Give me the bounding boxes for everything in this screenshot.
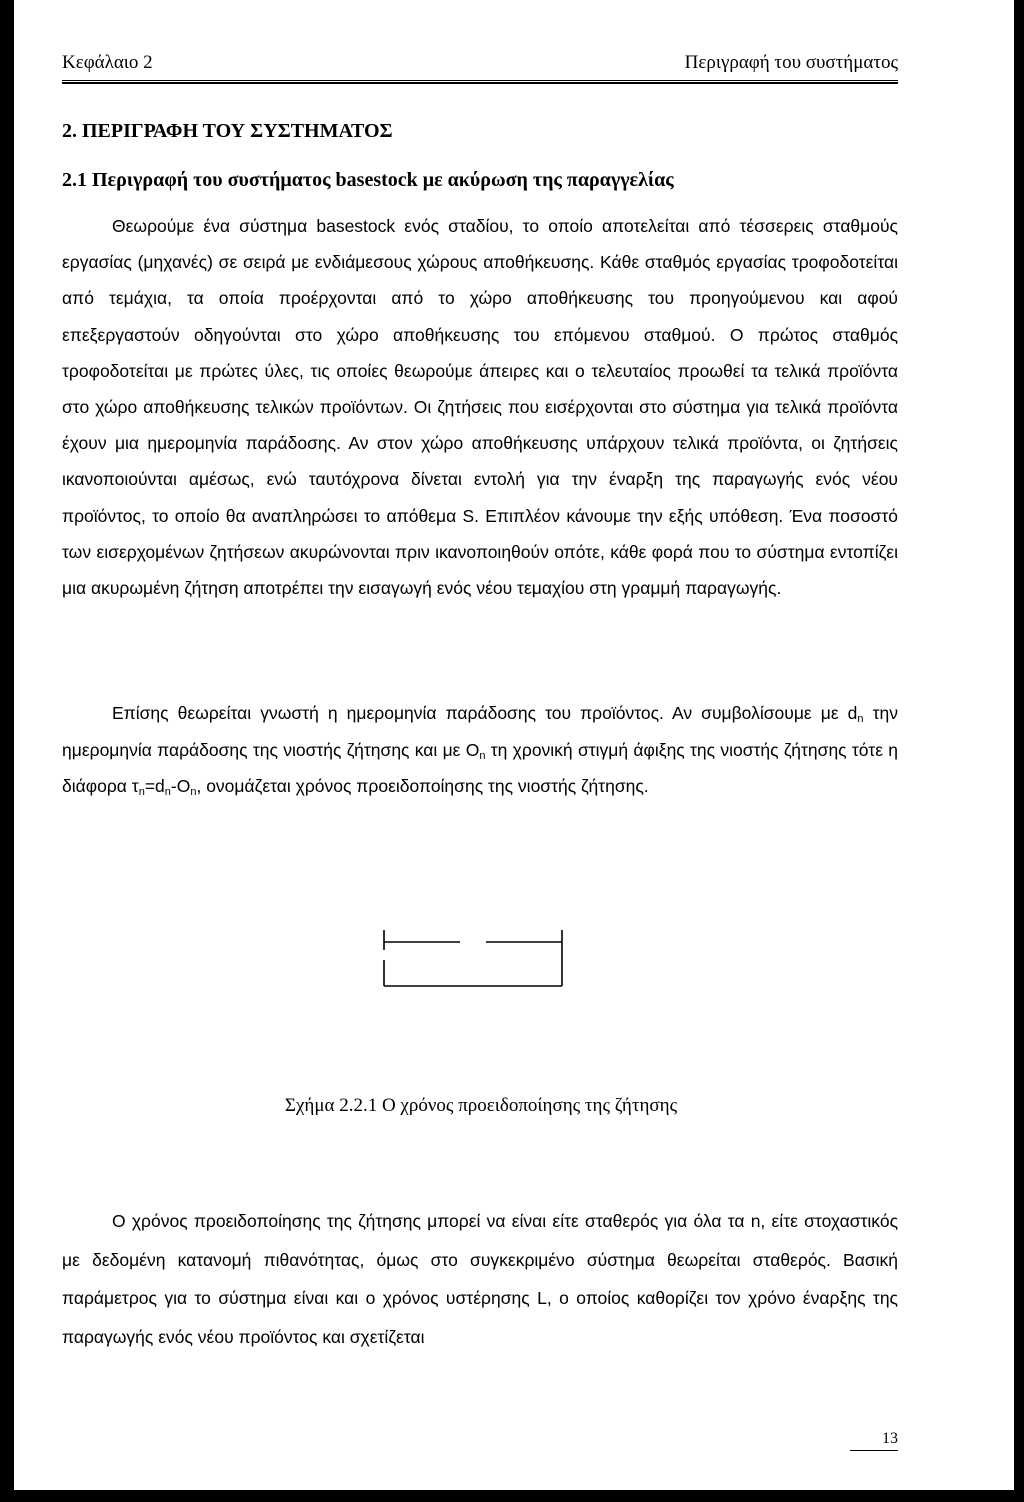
header-rule xyxy=(62,80,898,84)
header-chapter: Κεφάλαιο 2 xyxy=(62,52,153,73)
paragraph-3: Ο χρόνος προειδοποίησης της ζήτησης μπορεί να είναι είτε σταθερός για όλα τα n, είτε στοχαστικός με δεδομένη κατανομή πιθανότητας, όμως στο συγκεκριμένο σύστημα θεωρείται σταθερός. Βασική παράμετρος για το σύστημα είναι και ο χρόνος υστέρησης L, ο οποίος καθορίζει τον χρόνο έναρξης της παραγωγής ενός νέου προϊόντος και σχετίζεται xyxy=(62,1211,898,1347)
page-number: 13 xyxy=(882,1430,898,1447)
page-number-rule xyxy=(850,1450,898,1451)
figure-caption: Σχήμα 2.2.1 Ο χρόνος προειδοποίησης της ζήτησης xyxy=(284,1095,678,1116)
document-page xyxy=(14,0,1014,1490)
paragraph-1: Θεωρούμε ένα σύστημα basestock ενός σταδίου, το οποίο αποτελείται από τέσσερεις σταθμούς εργασίας (μηχανές) σε σειρά με ενδιάμεσους χώρους αποθήκευσης. Κάθε σταθμός εργασίας τροφοδοτείται από τεμάχια, τα οποία προέρχονται από το χώρο αποθήκευσης του προηγούμενου και αφού επεξεργαστούν οδηγούνται στο χώρο αποθήκευσης του επόμενου σταθμού. Ο πρώτος σταθμός τροφοδοτείται με πρώτες ύλες, τις οποίες θεωρούμε άπειρες και ο τελευταίος προωθεί τα τελικά προϊόντα στο χώρο αποθήκευσης τελικών προϊόντων. Οι ζητήσεις που εισέρχονται στο σύστημα για τελικά προϊόντα έχουν μια ημερομηνία παράδοσης. Αν στον χώρο αποθήκευσης υπάρχουν τελικά προϊόντα, οι ζητήσεις ικανοποιούνται αμέσως, ενώ ταυτόχρονα δίνεται εντολή για την έναρξη της παραγωγής ενός νέου προϊόντος, το οποίο θα αναπληρώσει το απόθεμα S. Επιπλέον κάνουμε την εξής υπόθεση. Ένα ποσοστό των εισερχομένων ζητήσεων ακυρώνονται πριν ικανοποιηθούν οπότε, κάθε φορά που το σύστημα εντοπίζει μια ακυρωμένη ζήτηση αποτρέπει την εισαγωγή ενός νέου τεμαχίου στη γραμμή παραγωγής. xyxy=(62,216,898,599)
chapter-title: 2. ΠΕΡΙΓΡΑΦΗ ΤΟΥ ΣΥΣΤΗΜΑΤΟΣ xyxy=(62,120,393,142)
section-title: 2.1 Περιγραφή του συστήματος basestock με ακύρωση της παραγγελίας xyxy=(62,169,674,191)
lead-time-figure xyxy=(382,928,578,988)
running-header xyxy=(62,52,898,74)
paragraph-2: Επίσης θεωρείται γνωστή η ημερομηνία παράδοσης του προϊόντος. Αν συμβολίσουμε με $d_n$ την ημερομηνία παράδοσης της νιοστής ζήτησης και με $O_n$ τη χρονική στιγμή άφιξης της νιοστής ζήτησης τότε η διάφορα $\tau_n=d_n-O_n$, ονομάζεται χρόνος προειδοποίησης της νιοστής ζήτησης. xyxy=(62,703,899,798)
header-section: Περιγραφή του συστήματος xyxy=(684,52,898,73)
